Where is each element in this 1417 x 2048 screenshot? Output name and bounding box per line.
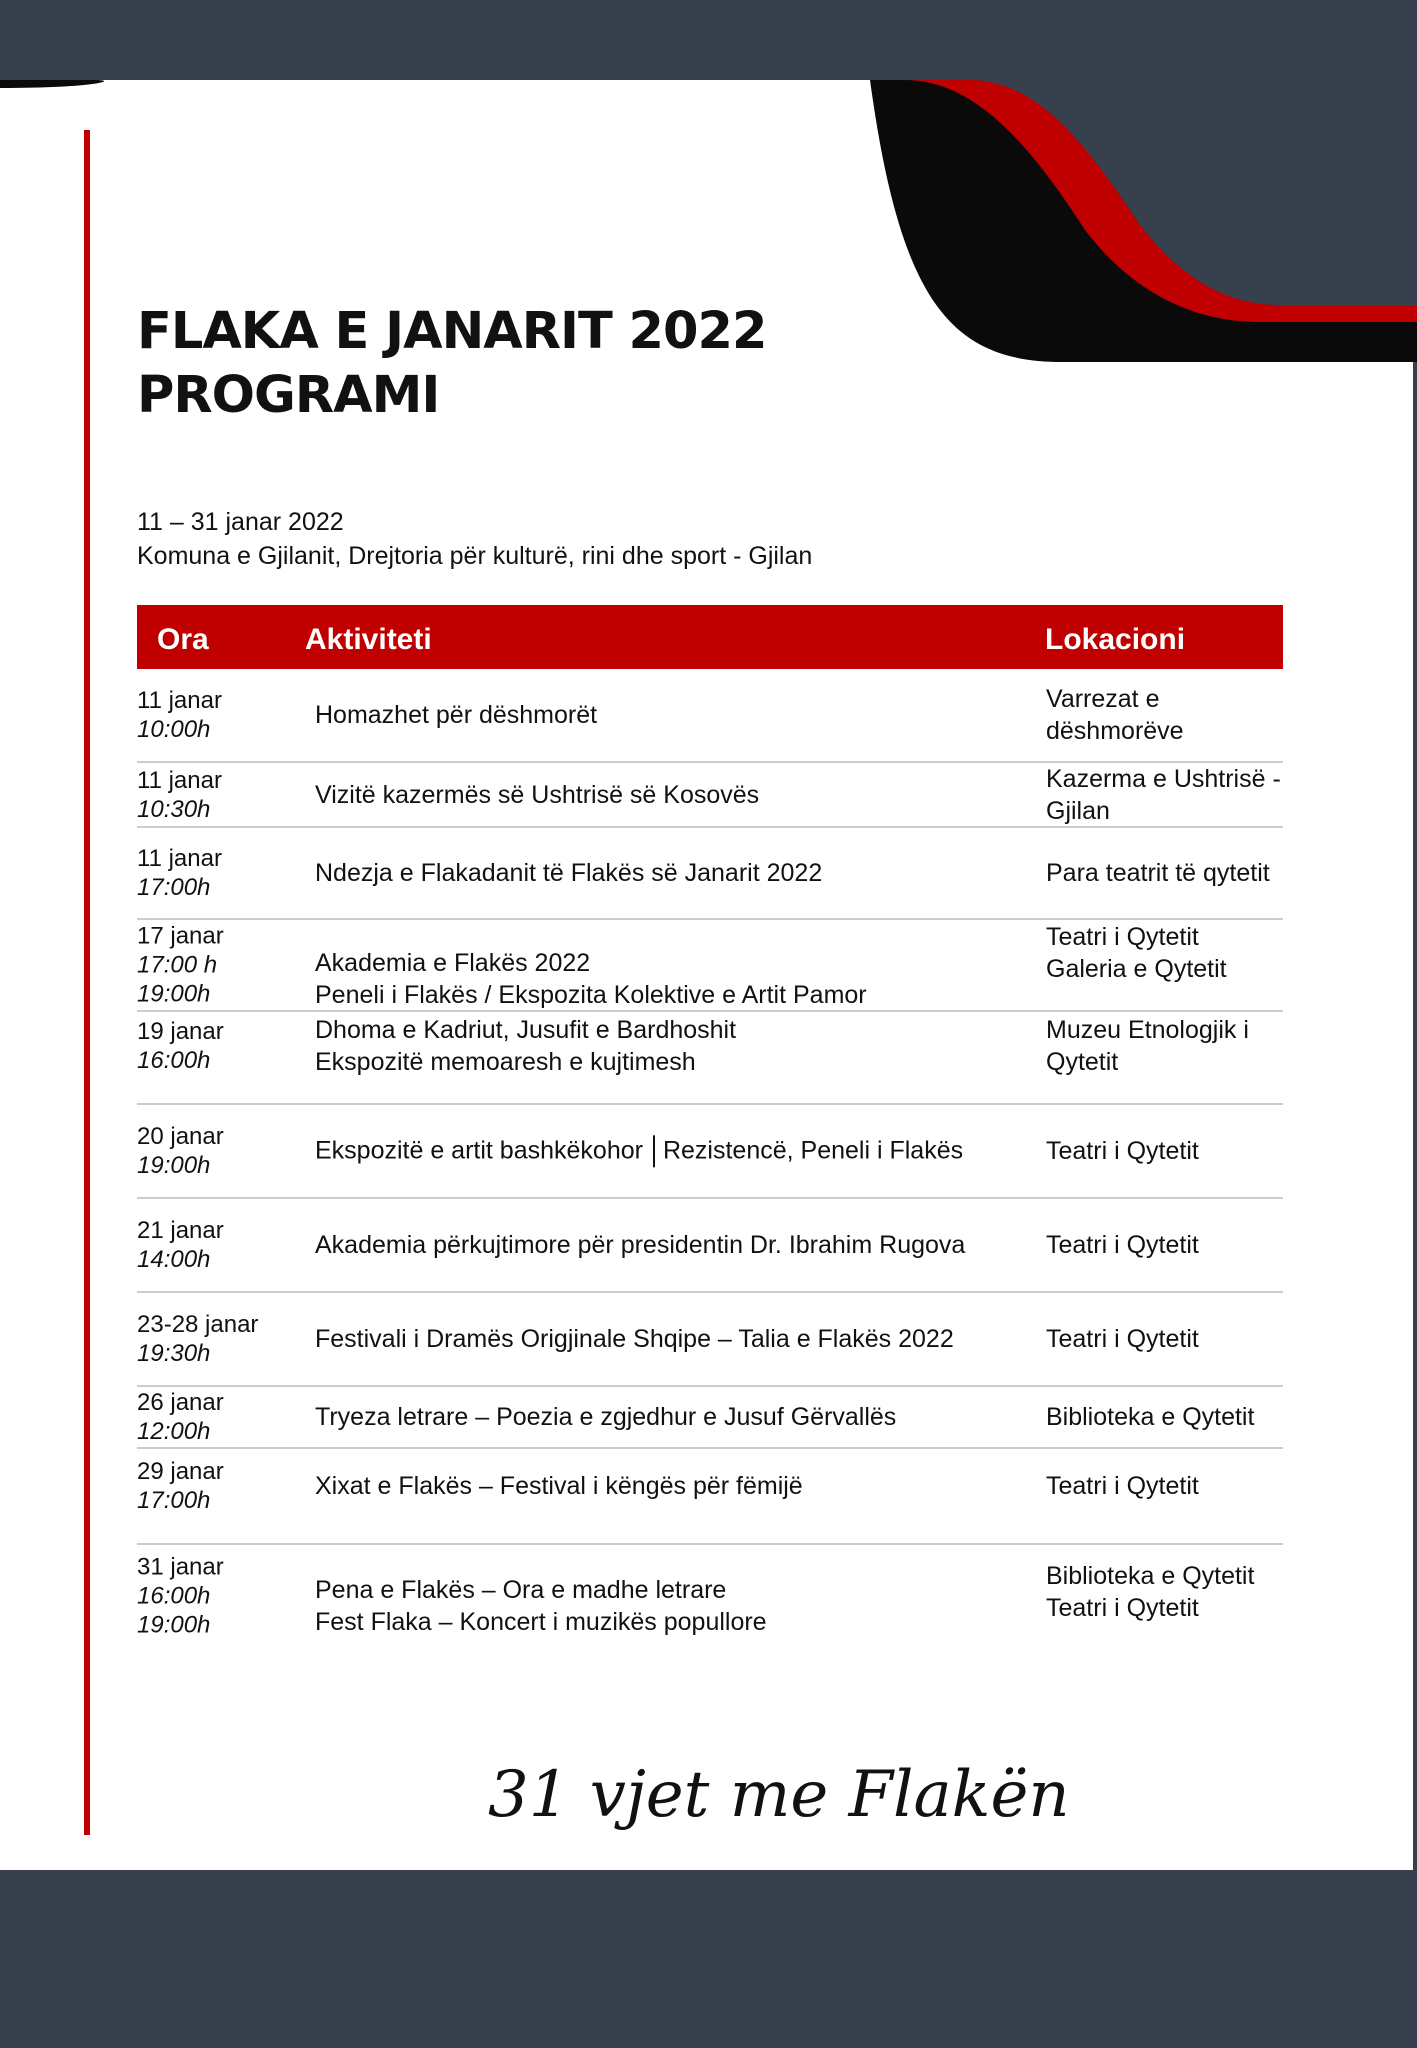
subtitle-block (137, 505, 812, 573)
table-row (137, 1449, 1283, 1545)
row-location: Teatri i Qytetit (1046, 1231, 1199, 1259)
row-time-cell (137, 844, 222, 902)
row-location: Teatri i Qytetit (1046, 1325, 1199, 1353)
row-location: Kazerma e Ushtrisë - Gjilan (1046, 764, 1281, 825)
row-day: 11 janar (137, 845, 222, 872)
table-row (137, 1293, 1283, 1387)
row-location-2: Galeria e Qytetit (1046, 955, 1227, 983)
header-ora: Ora (157, 623, 209, 656)
table-row (137, 669, 1283, 763)
row-activity: Festivali i Dramës Origjinale Shqipe – Talia e Flakës 2022 (315, 1325, 954, 1353)
page-title (137, 300, 766, 428)
slogan: 31 vjet me Flakën (488, 1758, 1070, 1832)
row-location: Biblioteka e Qytetit (1046, 1403, 1255, 1431)
row-time-cell (137, 766, 222, 824)
header-aktiviteti: Aktiviteti (305, 623, 432, 656)
event-dates: 11 – 31 janar 2022 (137, 508, 344, 536)
header-lokacioni: Lokacioni (1045, 623, 1186, 656)
row-time: 16:00h (137, 1046, 211, 1074)
vertical-separator (653, 1136, 655, 1168)
table-row (137, 1199, 1283, 1293)
row-location-cell (1046, 921, 1283, 985)
row-location: Teatri i Qytetit (1046, 1472, 1199, 1500)
table-row (137, 1545, 1283, 1643)
row-time: 16:00h (137, 1582, 211, 1610)
row-time: 17:00 h (137, 951, 218, 979)
row-time: 19:30h (137, 1340, 211, 1367)
row-day: 29 janar (137, 1458, 224, 1485)
row-day: 31 janar (137, 1553, 224, 1581)
row-location: Biblioteka e Qytetit (1046, 1562, 1255, 1590)
row-location: Teatri i Qytetit (1046, 923, 1199, 951)
row-activity-2: Fest Flaka – Koncert i muzikës popullore (315, 1608, 767, 1636)
row-activity-cell (315, 1470, 1035, 1502)
row-location-2: Teatri i Qytetit (1046, 1594, 1199, 1622)
row-day: 26 janar (137, 1389, 224, 1416)
row-activity-cell (315, 1014, 1035, 1078)
row-time: 10:00h (137, 716, 211, 743)
row-activity: Akademia e Flakës 2022 (315, 949, 591, 977)
row-activity-cell (315, 699, 1035, 731)
row-activity-cell (315, 779, 1035, 811)
row-day: 11 janar (137, 687, 222, 714)
row-activity: Vizitë kazermës së Ushtrisë së Kosovës (315, 780, 760, 809)
row-day: 23-28 janar (137, 1311, 259, 1338)
row-day: 17 janar (137, 922, 224, 950)
table-header (137, 605, 1283, 669)
row-activity-cell (315, 1574, 1035, 1638)
row-activity-cell (315, 1401, 1035, 1433)
row-time: 17:00h (137, 1487, 211, 1514)
row-time-cell (137, 1122, 224, 1180)
row-day: 20 janar (137, 1123, 224, 1150)
row-time: 19:00h (137, 1152, 211, 1179)
row-location: Muzeu Etnologjik i Qytetit (1046, 1015, 1249, 1076)
row-time-cell (137, 1457, 224, 1515)
row-activity: Tryeza letrare – Poezia e zgjedhur e Jusuf Gërvallës (315, 1403, 897, 1431)
row-time-cell (137, 1216, 224, 1274)
row-time-cell (137, 1310, 258, 1368)
black-wave-tail (0, 80, 104, 88)
table-row (137, 920, 1283, 1012)
row-activity: Xixat e Flakës – Festival i këngës për fëmijë (315, 1472, 803, 1500)
table-row (137, 1012, 1283, 1105)
row-day: 11 janar (137, 766, 222, 794)
row-activity: Homazhet për dëshmorët (315, 701, 598, 729)
row-activity-2: Peneli i Flakës / Ekspozita Kolektive e Artit Pamor (315, 981, 867, 1009)
row-location: Varrezat e dëshmorëve (1046, 685, 1184, 745)
row-time: 17:00h (137, 874, 211, 901)
row-location-cell (1046, 1560, 1283, 1624)
row-location: Teatri i Qytetit (1046, 1137, 1199, 1165)
row-activity: Dhoma e Kadriut, Jusufit e Bardhoshit (315, 1015, 737, 1044)
row-time-cell (137, 686, 222, 744)
table-row (137, 828, 1283, 920)
row-activity-cell (315, 857, 1035, 889)
table-row (137, 1105, 1283, 1199)
row-time-2: 19:00h (137, 1611, 211, 1639)
title-line-1: FLAKA E JANARIT 2022 (137, 302, 767, 361)
row-activity-2: Ekspozitë memoaresh e kujtimesh (315, 1047, 696, 1076)
title-line-2: PROGRAMI (137, 366, 440, 425)
bottom-frame (0, 1870, 1417, 2048)
row-activity-b: Rezistencë, Peneli i Flakës (662, 1136, 964, 1165)
row-day: 21 janar (137, 1217, 224, 1244)
row-time-cell (137, 1017, 224, 1075)
row-activity: Akademia përkujtimore për presidentin Dr. Ibrahim Rugova (315, 1231, 966, 1259)
row-location: Para teatrit të qytetit (1046, 859, 1270, 887)
row-time-2: 19:00h (137, 980, 211, 1008)
row-activity: Pena e Flakës – Ora e madhe letrare (315, 1576, 727, 1604)
row-time-cell (137, 922, 224, 1009)
row-activity: Ndezja e Flakadanit të Flakës së Janarit 2022 (315, 859, 823, 887)
row-activity-cell (315, 1134, 1035, 1167)
row-activity-cell (315, 1323, 1035, 1355)
row-activity-cell (315, 947, 1035, 1011)
row-time-cell (137, 1388, 224, 1446)
row-day: 19 janar (137, 1017, 224, 1045)
row-activity-cell (315, 1229, 1035, 1261)
organizer: Komuna e Gjilanit, Drejtoria për kulturë, rini dhe sport - Gjilan (137, 542, 813, 570)
row-activity: Ekspozitë e artit bashkëkohor (315, 1136, 643, 1165)
red-accent-line (84, 130, 90, 1835)
table-row (137, 763, 1283, 828)
table-row (137, 1387, 1283, 1449)
row-time: 10:30h (137, 795, 211, 823)
row-time: 12:00h (137, 1418, 211, 1445)
row-time-cell (137, 1553, 224, 1640)
row-time: 14:00h (137, 1246, 211, 1273)
program-table (137, 605, 1283, 1643)
row-activity-line (315, 1134, 1035, 1167)
